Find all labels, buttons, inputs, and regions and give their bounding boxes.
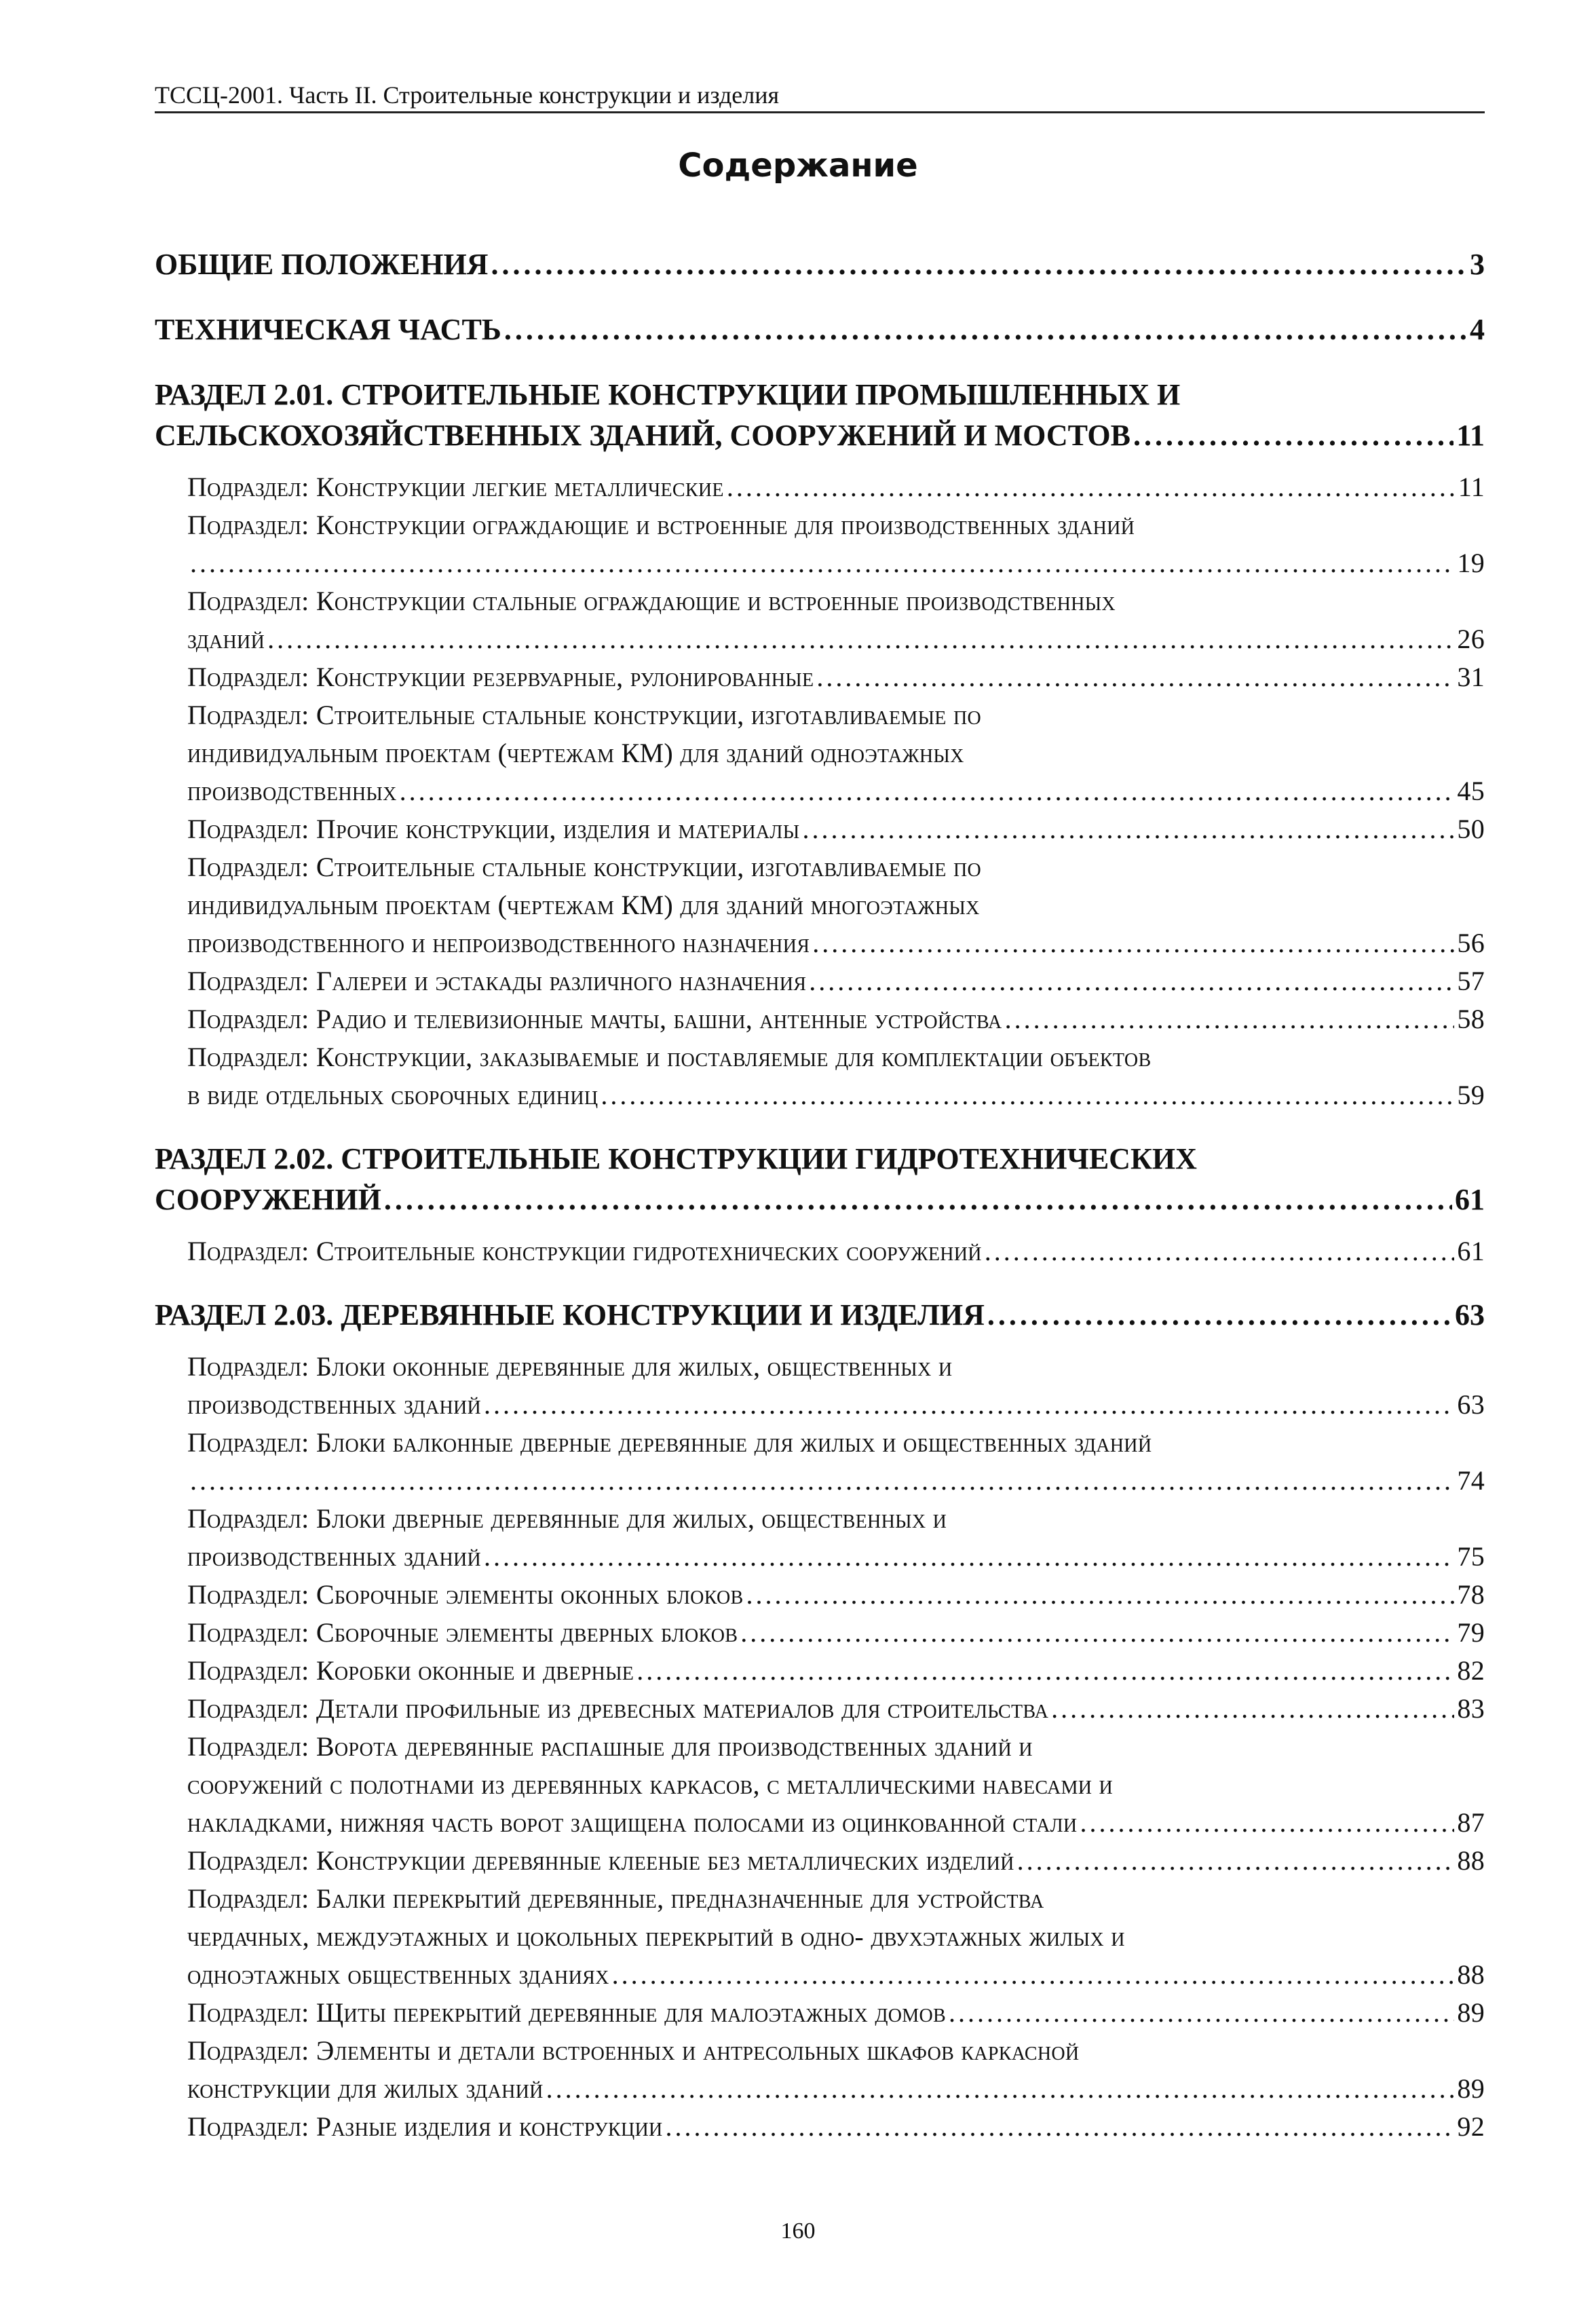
toc-entry-sub[interactable] — [155, 1880, 1485, 1994]
toc-entry-sub[interactable] — [155, 658, 1485, 696]
toc-entry-sub[interactable] — [155, 848, 1485, 962]
dot-leader — [746, 1576, 1454, 1614]
toc-entry-text-line: Подраздел: Ворота деревянные распашные для производственных зданий и — [187, 1731, 1033, 1762]
toc-entry-top[interactable] — [155, 309, 1485, 350]
toc-entry-text-line: Подраздел: Блоки балконные дверные деревянные для жилых и общественных зданий — [187, 1427, 1152, 1458]
toc-entry-sect[interactable] — [155, 1295, 1485, 1336]
toc-entry-sub[interactable] — [155, 468, 1485, 506]
dot-leader — [802, 810, 1454, 848]
dot-leader — [949, 1994, 1454, 2032]
dot-leader — [612, 1956, 1455, 1994]
toc-page-number: 50 — [1457, 814, 1485, 844]
toc-page-number: 11 — [1456, 419, 1485, 452]
toc-page-number: 89 — [1457, 2073, 1485, 2104]
dot-leader — [727, 468, 1456, 506]
dot-leader — [666, 2108, 1455, 2146]
toc-entry-sub[interactable] — [155, 1000, 1485, 1038]
toc-entry-sub[interactable] — [155, 810, 1485, 848]
dot-leader — [1005, 1000, 1455, 1038]
toc-entry-text: Подраздел: Радио и телевизионные мачты, башни, антенные устройства — [187, 1004, 1002, 1034]
toc-entry-text-line: Подраздел: Конструкции стальные ограждающие и встроенные производственных — [187, 586, 1116, 616]
dot-leader — [504, 309, 1467, 350]
toc-page-number: 75 — [1457, 1541, 1485, 1572]
toc-entry-sub[interactable] — [155, 1424, 1485, 1500]
dot-leader — [1051, 1690, 1454, 1728]
toc-entry-sect[interactable] — [155, 1139, 1485, 1220]
toc-entry-sub[interactable] — [155, 1652, 1485, 1690]
toc-entry-text: зданий — [187, 624, 265, 654]
toc-entry-sub[interactable] — [155, 1500, 1485, 1576]
toc-entry-text: конструкции для жилых зданий — [187, 2073, 544, 2104]
toc-entry-sub[interactable] — [155, 2108, 1485, 2146]
toc-entry-text-line: индивидуальным проектам (чертежам КМ) для зданий одноэтажных — [187, 738, 964, 768]
toc-entry-text: Подраздел: Конструкции резервуарные, рулонированные — [187, 662, 814, 692]
toc-entry-text: Подраздел: Щиты перекрытий деревянные для малоэтажных домов — [187, 1997, 946, 2028]
toc-page-number: 74 — [1457, 1465, 1485, 1496]
toc-page-number: 79 — [1457, 1617, 1485, 1648]
dot-leader — [400, 772, 1455, 810]
toc-entry-text: накладками, нижняя часть ворот защищена полосами из оцинкованной стали — [187, 1807, 1078, 1838]
toc-entry-sub[interactable] — [155, 1614, 1485, 1652]
page-number: 160 — [780, 2218, 816, 2244]
dot-leader — [1133, 415, 1454, 456]
dot-leader — [816, 658, 1454, 696]
toc-entry-sub[interactable] — [155, 696, 1485, 810]
toc-entry-text-line: Подраздел: Балки перекрытий деревянные, предназначенные для устройства — [187, 1883, 1044, 1914]
toc-entry-text: производственных — [187, 776, 397, 806]
toc-entry-text-line: Подраздел: Блоки оконные деревянные для жилых, общественных и — [187, 1351, 953, 1382]
toc-entry-text: Подраздел: Прочие конструкции, изделия и материалы — [187, 814, 800, 844]
toc-entry-sub[interactable] — [155, 1348, 1485, 1424]
toc-entry-top[interactable] — [155, 244, 1485, 285]
toc-entry-sub[interactable] — [155, 1690, 1485, 1728]
toc-entry-sub[interactable] — [155, 962, 1485, 1000]
dot-leader — [491, 244, 1467, 285]
toc-entry-sub[interactable] — [155, 1842, 1485, 1880]
dot-leader — [812, 924, 1454, 962]
toc-entry-text: Подраздел: Сборочные элементы дверных блоков — [187, 1617, 738, 1648]
toc-entry-text: Подраздел: Конструкции деревянные клееные без металлических изделий — [187, 1845, 1014, 1876]
dot-leader — [384, 1179, 1452, 1220]
toc-entry-text: Подраздел: Строительные конструкции гидротехнических сооружений — [187, 1236, 982, 1266]
dot-leader — [267, 620, 1454, 658]
toc-entry-text: Подраздел: Сборочные элементы оконных блоков — [187, 1579, 744, 1610]
dot-leader — [740, 1614, 1454, 1652]
toc-entry-text-line: РАЗДЕЛ 2.02. СТРОИТЕЛЬНЫЕ КОНСТРУКЦИИ ГИДРОТЕХНИЧЕСКИХ — [155, 1142, 1197, 1175]
toc-entry-text: ТЕХНИЧЕСКАЯ ЧАСТЬ — [155, 313, 501, 346]
toc-entry-text: в виде отдельных сборочных единиц — [187, 1080, 598, 1110]
toc-entry-text-line: Подраздел: Строительные стальные конструкции, изготавливаемые по — [187, 852, 982, 882]
toc-entry-text: Подраздел: Галереи и эстакады различного назначения — [187, 966, 807, 996]
toc-entry-sub[interactable] — [155, 506, 1485, 582]
toc-page-number: 11 — [1458, 472, 1485, 502]
running-header: ТССЦ-2001. Часть II. Строительные конструкции и изделия — [155, 80, 1485, 113]
toc-page-number: 88 — [1457, 1845, 1485, 1876]
toc-page-number: 61 — [1457, 1236, 1485, 1266]
toc-entry-sub[interactable] — [155, 1038, 1485, 1114]
dot-leader — [1017, 1842, 1455, 1880]
toc-entry-text: одноэтажных общественных зданиях — [187, 1959, 609, 1990]
toc-entry-sub[interactable] — [155, 582, 1485, 658]
toc-entry-text: Подраздел: Коробки оконные и дверные — [187, 1655, 634, 1686]
toc-entry-text: Подраздел: Разные изделия и конструкции — [187, 2111, 663, 2142]
table-of-contents — [155, 244, 1485, 2146]
dot-leader — [484, 1386, 1454, 1424]
toc-entry-text-line: Подраздел: Конструкции ограждающие и встроенные для производственных зданий — [187, 510, 1135, 540]
toc-entry-sub[interactable] — [155, 1576, 1485, 1614]
toc-entry-sub[interactable] — [155, 1994, 1485, 2032]
dot-leader — [190, 1462, 1454, 1500]
toc-entry-sect[interactable] — [155, 375, 1485, 456]
toc-entry-text: СЕЛЬСКОХОЗЯЙСТВЕННЫХ ЗДАНИЙ, СООРУЖЕНИЙ И МОСТОВ — [155, 419, 1130, 452]
dot-leader — [484, 1538, 1454, 1576]
dot-leader — [985, 1232, 1455, 1270]
toc-page-number: 63 — [1457, 1389, 1485, 1420]
toc-page-number: 88 — [1457, 1959, 1485, 1990]
toc-page-number: 92 — [1457, 2111, 1485, 2142]
dot-leader — [636, 1652, 1454, 1690]
toc-entry-text-line: Подраздел: Строительные стальные конструкции, изготавливаемые по — [187, 700, 982, 730]
toc-page-number: 45 — [1457, 776, 1485, 806]
toc-entry-text-line: сооружений с полотнами из деревянных каркасов, с металлическими навесами и — [187, 1769, 1114, 1800]
toc-entry-text-line: Подраздел: Конструкции, заказываемые и поставляемые для комплектации объектов — [187, 1042, 1152, 1072]
toc-page-number: 63 — [1455, 1298, 1485, 1332]
toc-page-number: 57 — [1457, 966, 1485, 996]
toc-page-number: 89 — [1457, 1997, 1485, 2028]
dot-leader — [809, 962, 1454, 1000]
toc-entry-text-line: Подраздел: Элементы и детали встроенных и антресольных шкафов каркасной — [187, 2035, 1080, 2066]
toc-entry-text: ОБЩИЕ ПОЛОЖЕНИЯ — [155, 248, 489, 281]
toc-page-number: 83 — [1457, 1693, 1485, 1724]
toc-page-number: 26 — [1457, 624, 1485, 654]
dot-leader — [1080, 1804, 1454, 1842]
toc-entry-text: производственных зданий — [187, 1541, 482, 1572]
toc-entry-text: РАЗДЕЛ 2.03. ДЕРЕВЯННЫЕ КОНСТРУКЦИИ И ИЗДЕЛИЯ — [155, 1298, 985, 1332]
dot-leader — [987, 1295, 1452, 1336]
page-title: Содержание — [678, 147, 918, 185]
toc-entry-text-line: чердачных, междуэтажных и цокольных перекрытий в одно- двухэтажных жилых и — [187, 1921, 1125, 1952]
toc-page-number: 87 — [1457, 1807, 1485, 1838]
toc-entry-text: Подраздел: Детали профильные из древесных материалов для строительства — [187, 1693, 1049, 1724]
toc-entry-text: производственного и непроизводственного назначения — [187, 928, 810, 958]
toc-page-number: 61 — [1455, 1183, 1485, 1216]
dot-leader — [546, 2070, 1455, 2108]
toc-page-number: 58 — [1457, 1004, 1485, 1034]
dot-leader — [601, 1076, 1454, 1114]
toc-entry-text: производственных зданий — [187, 1389, 482, 1420]
toc-entry-sub[interactable] — [155, 1232, 1485, 1270]
toc-page-number: 3 — [1470, 248, 1485, 281]
toc-entry-text-line: индивидуальным проектам (чертежам КМ) для зданий многоэтажных — [187, 890, 980, 920]
dot-leader — [190, 544, 1454, 582]
toc-entry-text-line: РАЗДЕЛ 2.01. СТРОИТЕЛЬНЫЕ КОНСТРУКЦИИ ПРОМЫШЛЕННЫХ И — [155, 378, 1181, 411]
toc-page-number: 59 — [1457, 1080, 1485, 1110]
toc-page-number: 19 — [1457, 548, 1485, 578]
toc-page-number: 31 — [1457, 662, 1485, 692]
toc-entry-text-line: Подраздел: Блоки дверные деревянные для жилых, общественных и — [187, 1503, 947, 1534]
toc-page-number: 82 — [1457, 1655, 1485, 1686]
toc-entry-sub[interactable] — [155, 2032, 1485, 2108]
toc-page-number: 56 — [1457, 928, 1485, 958]
toc-entry-sub[interactable] — [155, 1728, 1485, 1842]
toc-entry-text: СООРУЖЕНИЙ — [155, 1183, 381, 1216]
toc-page-number: 78 — [1457, 1579, 1485, 1610]
toc-page-number: 4 — [1470, 313, 1485, 346]
toc-entry-text: Подраздел: Конструкции легкие металлические — [187, 472, 724, 502]
